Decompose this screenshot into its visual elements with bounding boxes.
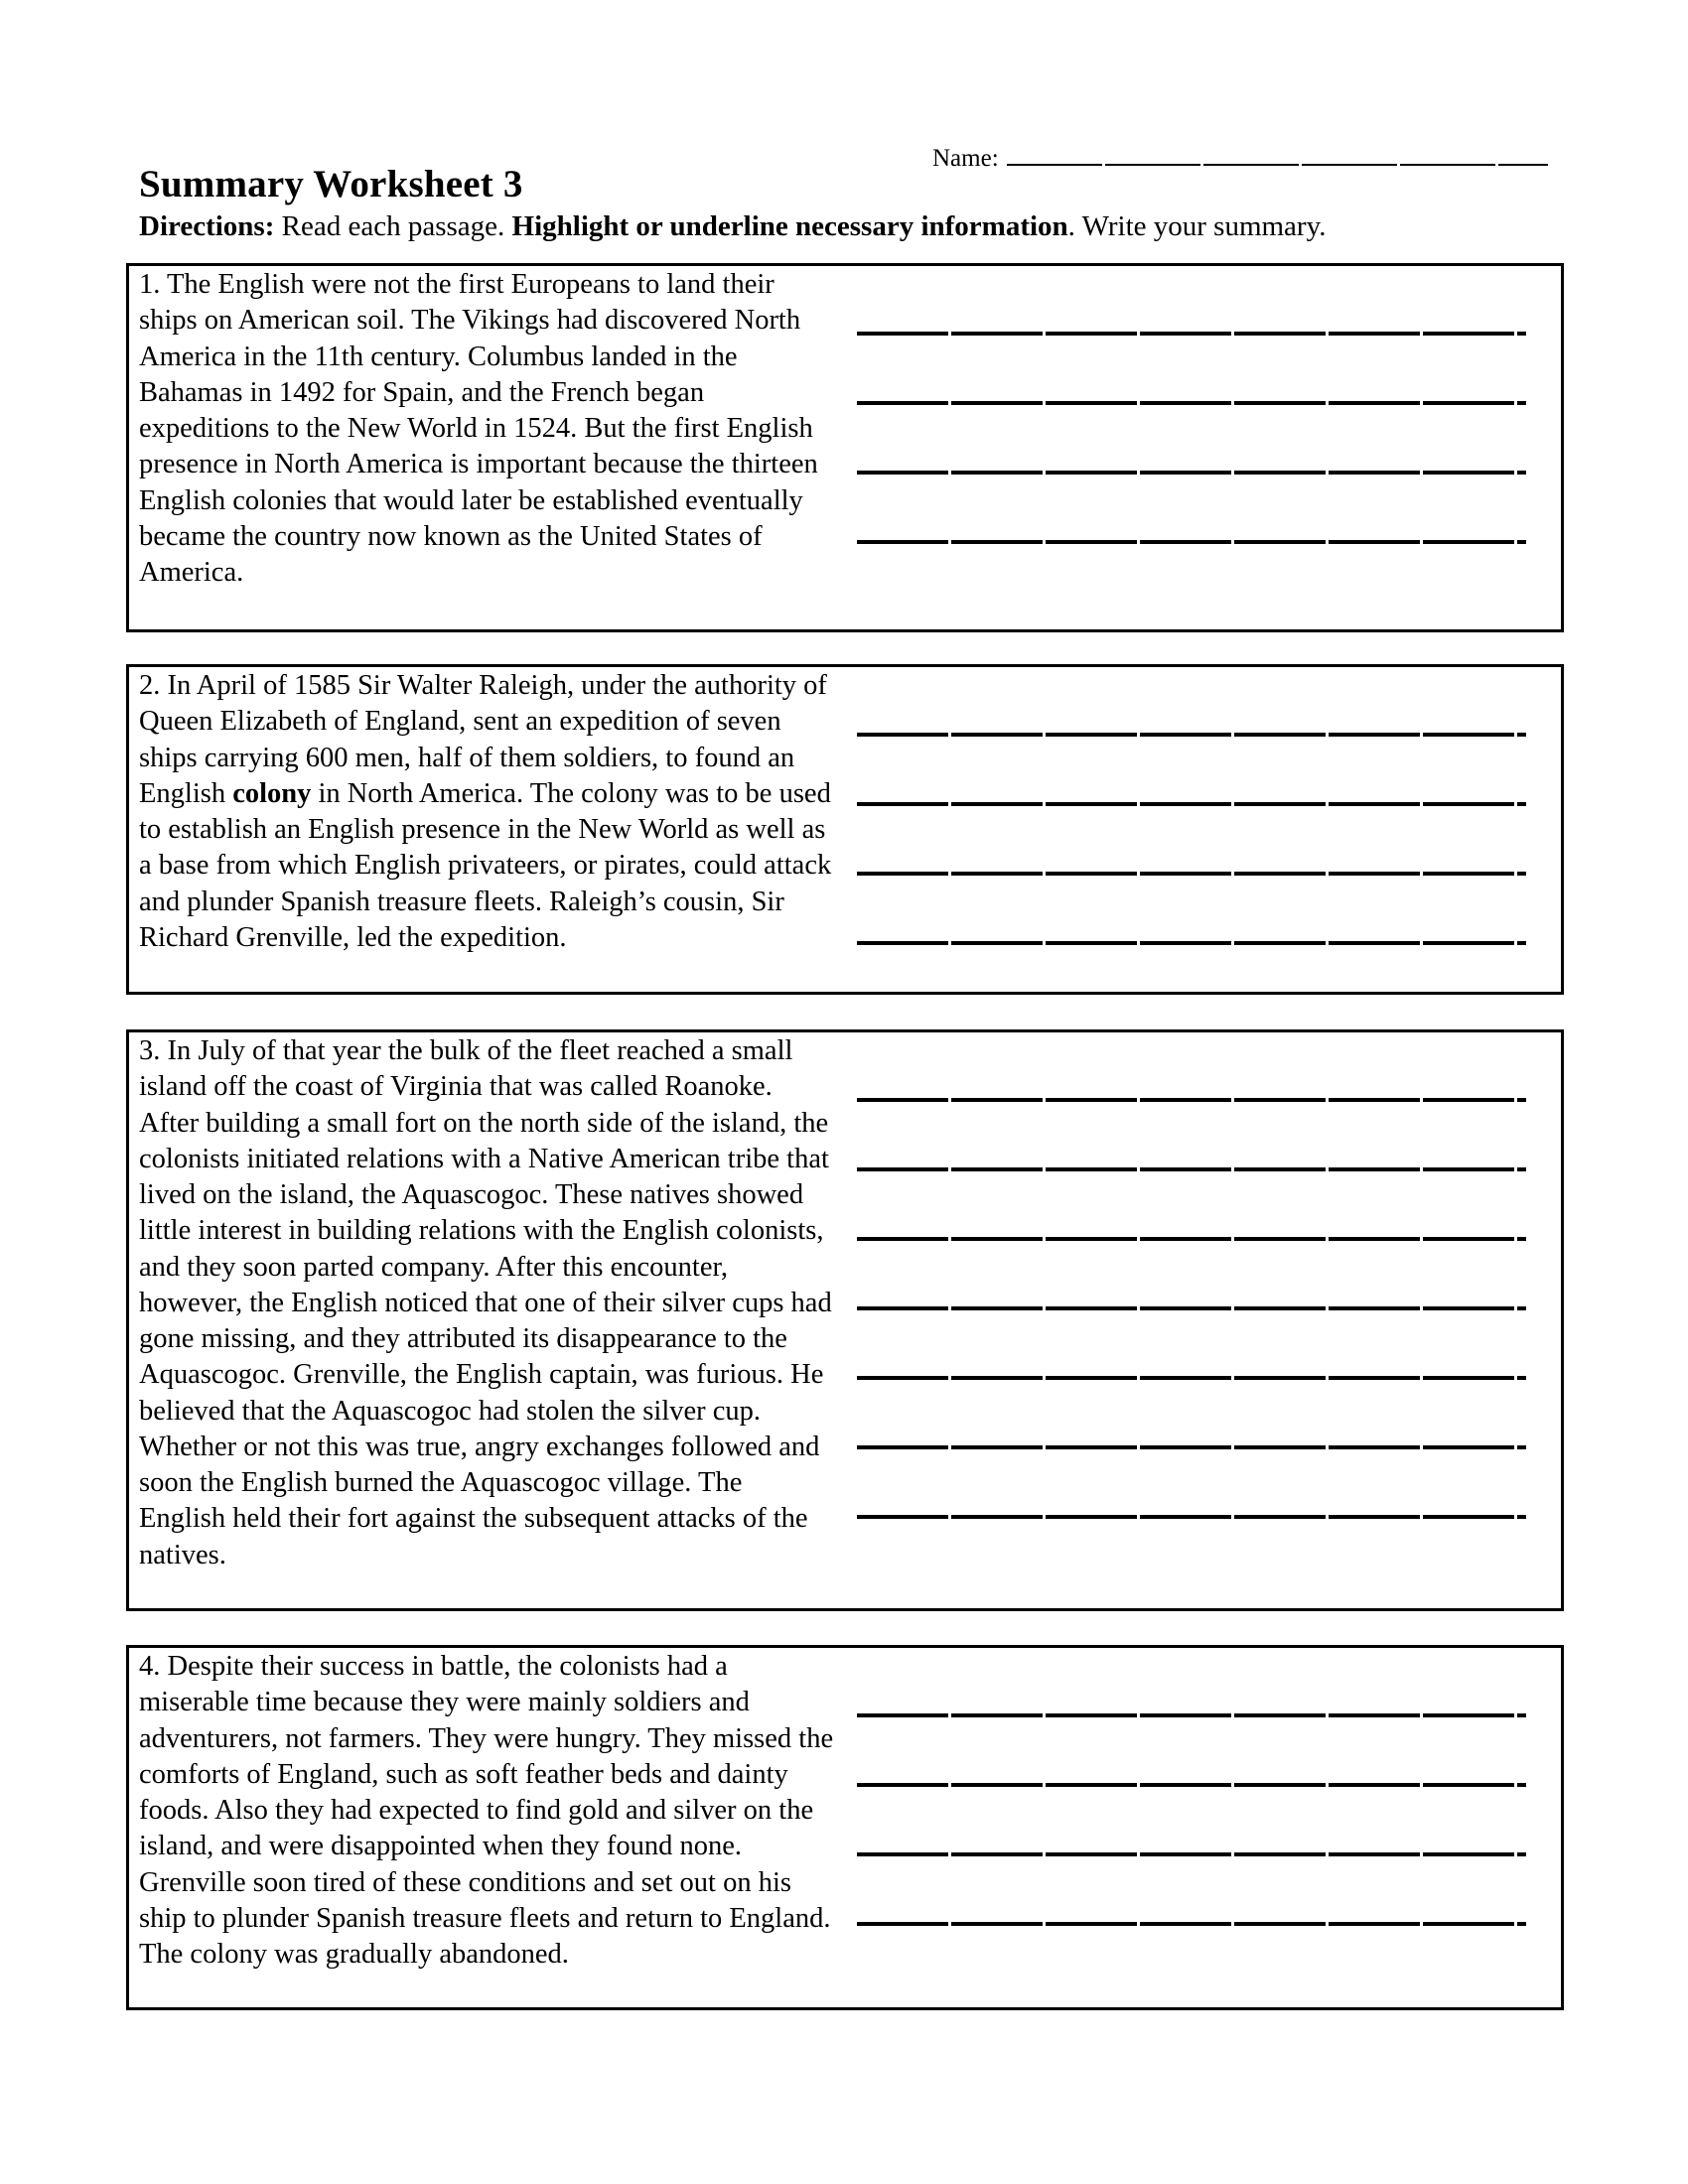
summary-answer-line [857, 1515, 1526, 1519]
summary-answer-line [857, 471, 1526, 475]
directions-text-2: . Write your summary. [1067, 210, 1327, 242]
summary-answer-line [857, 1376, 1526, 1380]
directions-label: Directions: [139, 210, 275, 242]
summary-answer-line [857, 941, 1526, 945]
passage-box-3 [126, 1029, 1564, 1611]
summary-answer-line [857, 540, 1526, 544]
directions [139, 210, 1326, 243]
summary-answer-line [857, 1237, 1526, 1241]
summary-answer-line [857, 1783, 1526, 1787]
passage-4-body: 4. Despite their success in battle, the colonists had a miserable time because they were mainly soldiers and adventurers, not farmers. They were hungry. They missed the comforts of England, such as soft feather beds and dainty foods. Also they had expected to find gold and silver on the island, and were disappointed when they found none. Grenville soon tired of these conditions and set out on his ship to plunder Spanish treasure fleets and return to England. The colony was gradually abandoned. [139, 1651, 834, 1970]
passage-3-body: 3. In July of that year the bulk of the fleet reached a small island off the coast of Virginia that was called Roanoke. After building a small fort on the north side of the island, the colonists initiated relations with a Native American tribe that lived on the island, the Aquascogoc. These natives showed little interest in building relations with the English colonists, and they soon parted company. After this encounter, however, the English noticed that one of their silver cups had gone missing, and they attributed its disappearance to the Aquascogoc. Grenville, the English captain, was furious. He believed that the Aquascogoc had stolen the silver cup. Whether or not this was true, angry exchanges followed and soon the English burned the Aquascogoc village. The English held their fort against the subsequent attacks of the natives. [139, 1035, 832, 1570]
summary-answer-line [857, 332, 1526, 336]
passage-1-text [139, 267, 834, 591]
page-title: Summary Worksheet 3 [139, 163, 523, 205]
passage-box-1 [126, 263, 1564, 632]
passage-1-body: 1. The English were not the first Europeans to land their ships on American soil. The Vikings had discovered North America in the 11th century. Columbus landed in the Bahamas in 1492 for Spain, and the French began expeditions to the New World in 1524. But the first English presence in North America is important because the thirteen English colonies that would later be established eventually became the country now known as the United States of America. [139, 269, 818, 588]
passage-3-text [139, 1033, 834, 1573]
summary-answer-line [857, 1098, 1526, 1102]
summary-answer-line [857, 733, 1526, 737]
passage-2-body-after: in North America. The colony was to be used to establish an English presence in the New World as well as a base from which English privateers, or pirates, could attack and plunder Spanish treasure fleets. Raleigh’s cousin, Sir Richard Grenville, led the expedition. [139, 777, 832, 953]
name-label: Name: [932, 145, 999, 172]
passage-box-2 [126, 664, 1564, 995]
passage-4-text [139, 1649, 834, 1973]
summary-answer-line [857, 401, 1526, 405]
summary-answer-line [857, 802, 1526, 806]
summary-answer-line [857, 872, 1526, 876]
name-blank-line [1007, 142, 1548, 166]
directions-text-1: Read each passage. [274, 210, 512, 242]
passage-2-body-before: 2. In April of 1585 Sir Walter Raleigh, under the authority of Queen Elizabeth of England, sent an expedition of seven ships carrying 600 men, half of them soldiers, to found an English [139, 670, 827, 809]
directions-bold-instruction: Highlight or underline necessary information [511, 210, 1068, 242]
summary-answer-line [857, 1713, 1526, 1717]
passage-box-4 [126, 1645, 1564, 2010]
summary-answer-line [857, 1445, 1526, 1449]
summary-answer-line [857, 1306, 1526, 1310]
summary-answer-line [857, 1167, 1526, 1171]
passage-2-bold-word: colony [232, 777, 312, 809]
summary-answer-line [857, 1922, 1526, 1926]
name-row [932, 142, 1548, 173]
passage-2-text [139, 668, 834, 956]
summary-answer-line [857, 1852, 1526, 1856]
